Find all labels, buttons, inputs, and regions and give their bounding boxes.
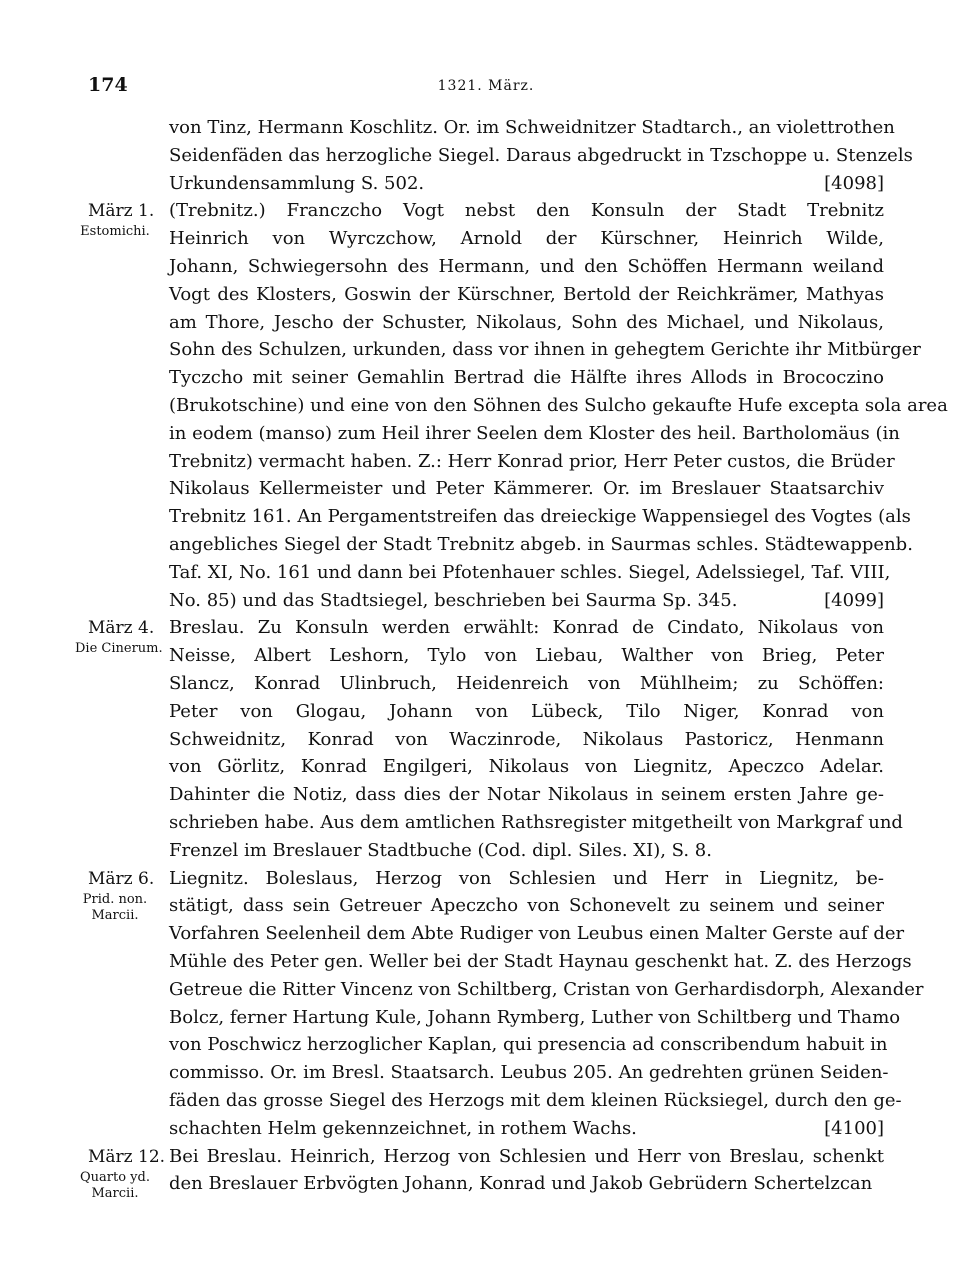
line-text: schachten Helm gekennzeichnet, in rothem Wachs. bbox=[169, 1117, 637, 1139]
text-line bbox=[169, 198, 884, 224]
margin-date: März 1. bbox=[88, 201, 155, 222]
line-text: am Thore, Jescho der Schuster, Nikolaus, Sohn des Michael, und Nikolaus, bbox=[169, 311, 884, 333]
text-line bbox=[169, 532, 913, 558]
line-text: den Breslauer Erbvögten Johann, Konrad und Jakob Gebrüdern Schertelzcan bbox=[169, 1173, 873, 1195]
line-text: Bolcz, ferner Hartung Kule, Johann Rymberg, Luther von Schiltberg und Thamo bbox=[169, 1006, 901, 1028]
text-line bbox=[169, 893, 884, 919]
line-text: Breslau. Zu Konsuln werden erwählt: Konrad de Cindato, Nikolaus von bbox=[169, 617, 884, 639]
margin-feast-day: Quarto yd. bbox=[80, 1169, 150, 1185]
margin-feast-day: Prid. non. bbox=[82, 891, 148, 907]
text-line bbox=[169, 838, 884, 864]
line-text: schrieben habe. Aus dem amtlichen Rathsregister mitgetheilt von Markgraf und bbox=[169, 812, 903, 833]
text-line bbox=[169, 921, 905, 947]
text-line bbox=[169, 337, 921, 363]
text-line bbox=[169, 1060, 889, 1086]
margin-feast-day: Estomichi. bbox=[80, 224, 150, 240]
text-line bbox=[169, 1088, 902, 1114]
line-text: Seidenfäden das herzogliche Siegel. Daraus abgedruckt in Tzschoppe u. Stenzels bbox=[169, 144, 913, 166]
line-text: Bei Breslau. Heinrich, Herzog von Schlesien und Herr von Breslau, schenkt bbox=[169, 1145, 884, 1167]
line-text: (Brukotschine) und eine von den Söhnen des Sulcho gekaufte Hufe excepta sola area bbox=[169, 395, 948, 416]
line-text: commisso. Or. im Bresl. Staatsarch. Leubus 205. An gedrehten grünen Seiden- bbox=[169, 1062, 889, 1084]
text-line bbox=[169, 699, 884, 725]
line-text: Urkundensammlung S. 502. bbox=[169, 172, 425, 194]
line-text: Heinrich von Wyrczchow, Arnold der Kürschner, Heinrich Wilde, bbox=[169, 228, 884, 250]
text-line bbox=[169, 476, 884, 502]
line-text: Peter von Glogau, Johann von Lübeck, Tilo Niger, Konrad von bbox=[169, 700, 884, 722]
line-text: fäden das grosse Siegel des Herzogs mit dem kleinen Rücksiegel, durch den ge- bbox=[169, 1090, 902, 1111]
text-line bbox=[169, 1032, 888, 1058]
page-header bbox=[88, 74, 884, 98]
text-line bbox=[169, 504, 911, 530]
text-line bbox=[169, 727, 884, 753]
text-line bbox=[169, 615, 884, 641]
text-line bbox=[169, 754, 884, 780]
text-line bbox=[169, 1005, 901, 1031]
text-line bbox=[169, 115, 895, 141]
text-line bbox=[169, 810, 903, 836]
text-line bbox=[169, 449, 895, 475]
line-text: Sohn des Schulzen, urkunden, dass vor ihnen in gehegtem Gerichte ihr Mitbürger bbox=[169, 339, 921, 361]
text-line bbox=[169, 782, 884, 808]
line-text: Getreue die Ritter Vincenz von Schiltberg, Cristan von Gerhardisdorph, Alexander bbox=[169, 978, 924, 1000]
line-text: Trebnitz 161. An Pergamentstreifen das dreieckige Wappensiegel des Vogtes (als bbox=[169, 506, 911, 528]
text-line bbox=[169, 365, 884, 391]
line-text: von Tinz, Hermann Koschlitz. Or. im Schweidnitzer Stadtarch., an violettrothen bbox=[169, 117, 895, 138]
text-line bbox=[169, 866, 884, 892]
margin-feast-day: Marcii. bbox=[91, 1185, 139, 1201]
text-line bbox=[169, 977, 924, 1003]
line-text: Vogt des Klosters, Goswin der Kürschner, Bertold der Reichkrämer, Mathyas bbox=[169, 283, 884, 305]
line-text: Slancz, Konrad Ulinbruch, Heidenreich von Mühlheim; zu Schöffen: bbox=[169, 673, 884, 694]
line-text: No. 85) und das Stadtsiegel, beschrieben bei Saurma Sp. 345. bbox=[169, 589, 738, 611]
line-text: (Trebnitz.) Franczcho Vogt nebst den Konsuln der Stadt Trebnitz bbox=[169, 200, 884, 222]
document-number: [4098] bbox=[824, 172, 884, 194]
line-text: Frenzel im Breslauer Stadtbuche (Cod. dipl. Siles. XI), S. 8. bbox=[169, 839, 712, 861]
line-text: von Poschwicz herzoglicher Kaplan, qui presencia ad conscribendum habuit in bbox=[169, 1034, 888, 1056]
page-number: 174 bbox=[88, 74, 128, 96]
margin-date: März 6. bbox=[88, 868, 155, 889]
line-text: Schweidnitz, Konrad von Waczinrode, Nikolaus Pastoricz, Henmann bbox=[169, 728, 884, 750]
text-line bbox=[169, 671, 884, 697]
margin-feast-day: Die Cinerum. bbox=[75, 641, 163, 657]
line-text: Neisse, Albert Leshorn, Tylo von Liebau, Walther von Brieg, Peter bbox=[169, 645, 884, 667]
text-line bbox=[169, 1171, 884, 1197]
line-text: von Görlitz, Konrad Engilgeri, Nikolaus von Liegnitz, Apeczco Adelar. bbox=[169, 756, 884, 778]
text-line bbox=[169, 949, 912, 975]
line-text: Mühle des Peter gen. Weller bei der Stadt Haynau geschenkt hat. Z. des Herzogs bbox=[169, 951, 912, 972]
text-line bbox=[169, 643, 884, 669]
text-line bbox=[169, 393, 948, 419]
line-text: Nikolaus Kellermeister und Peter Kämmerer. Or. im Breslauer Staatsarchiv bbox=[169, 478, 884, 500]
text-line bbox=[169, 588, 884, 614]
text-line bbox=[169, 310, 884, 336]
text-line bbox=[169, 1144, 884, 1170]
line-text: in eodem (manso) zum Heil ihrer Seelen dem Kloster des heil. Bartholomäus (in bbox=[169, 422, 900, 444]
margin-feast-day: Marcii. bbox=[91, 907, 139, 923]
document-number: [4099] bbox=[824, 589, 884, 611]
text-line bbox=[169, 560, 891, 586]
text-line bbox=[169, 226, 884, 252]
text-line bbox=[169, 1116, 884, 1142]
running-head: 1321. März. bbox=[437, 78, 535, 94]
line-text: Trebnitz) vermacht haben. Z.: Herr Konrad prior, Herr Peter custos, die Brüder bbox=[169, 450, 895, 472]
text-line bbox=[169, 421, 900, 447]
line-text: Liegnitz. Boleslaus, Herzog von Schlesien und Herr in Liegnitz, be- bbox=[169, 867, 884, 889]
line-text: Johann, Schwiegersohn des Hermann, und den Schöffen Hermann weiland bbox=[169, 256, 884, 277]
line-text: Dahinter die Notiz, dass dies der Notar Nikolaus in seinem ersten Jahre ge- bbox=[169, 784, 884, 806]
text-line bbox=[169, 254, 884, 280]
text-line bbox=[169, 143, 913, 169]
document-number: [4100] bbox=[824, 1117, 884, 1139]
line-text: Taf. XI, No. 161 und dann bei Pfotenhauer schles. Siegel, Adelssiegel, Taf. VIII, bbox=[169, 561, 891, 583]
line-text: Vorfahren Seelenheil dem Abte Rudiger von Leubus einen Malter Gerste auf der bbox=[169, 923, 905, 945]
margin-date: März 4. bbox=[88, 618, 155, 639]
margin-date: März 12. bbox=[88, 1146, 166, 1167]
text-line bbox=[169, 282, 884, 308]
text-line bbox=[169, 171, 884, 197]
line-text: angebliches Siegel der Stadt Trebnitz abgeb. in Saurmas schles. Städtewappenb. bbox=[169, 534, 913, 555]
line-text: stätigt, dass sein Getreuer Apeczcho von Schonevelt zu seinem und seiner bbox=[169, 895, 884, 917]
line-text: Tyczcho mit seiner Gemahlin Bertrad die Hälfte ihres Allods in Brococzino bbox=[169, 367, 884, 389]
